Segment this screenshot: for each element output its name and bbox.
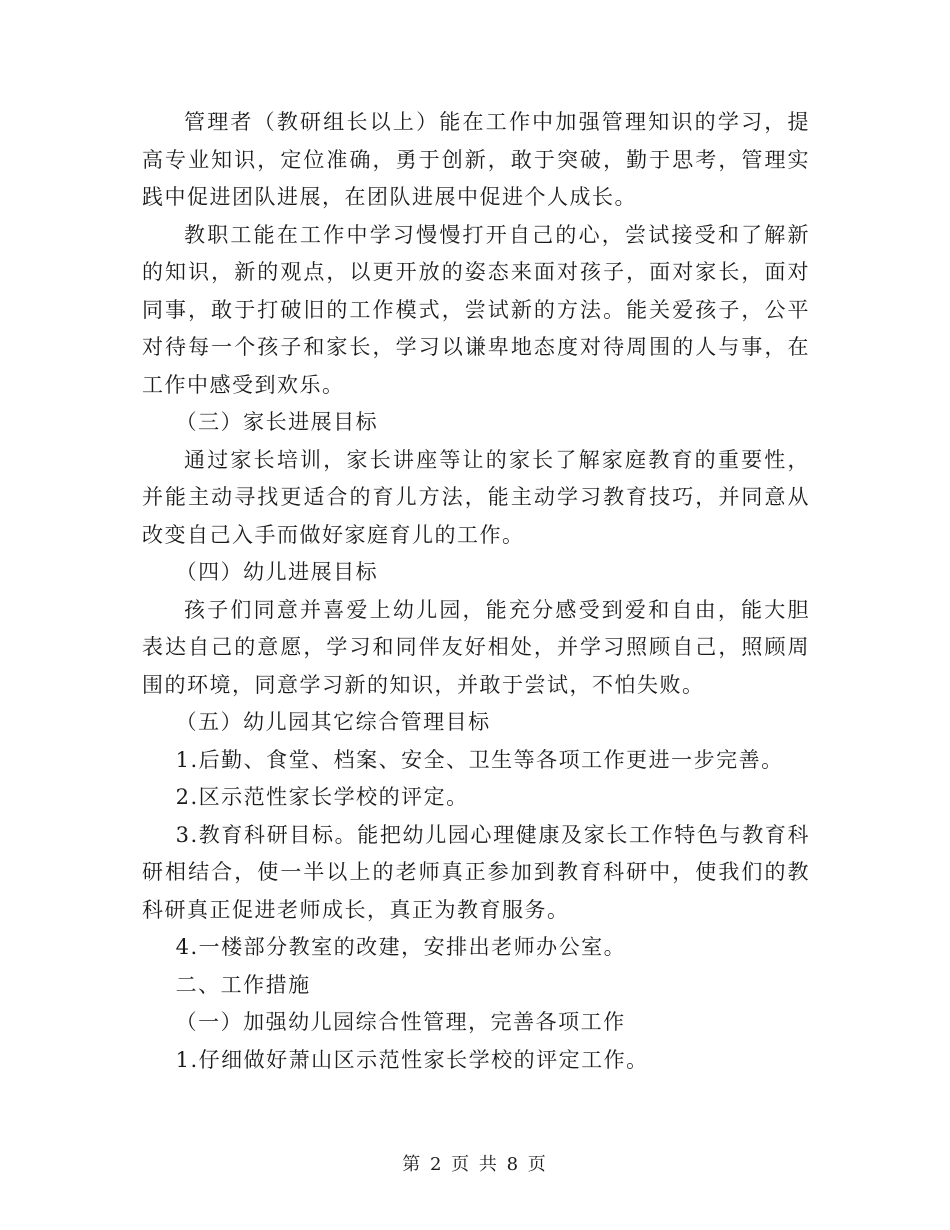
paragraph-management-goals: 管理者（教研组长以上）能在工作中加强管理知识的学习，提高专业知识，定位准确，勇于创新，敢于突破，勤于思考，管理实践中促进团队进展，在团队进展中促进个人成长。 bbox=[142, 110, 810, 209]
heading-parent-goals: （三）家长进展目标 bbox=[175, 410, 379, 434]
paragraph-parent-goals: 通过家长培训，家长讲座等让的家长了解家庭教育的重要性，并能主动寻找更适合的育儿方法，能主动学习教育技巧，并同意从改变自己入手而做好家庭育儿的工作。 bbox=[142, 447, 810, 547]
page-footer: 第 2 页 共 8 页 bbox=[402, 1154, 548, 1175]
document-body bbox=[142, 104, 810, 1079]
list-item-4: 4.一楼部分教室的改建，安排出老师办公室。 bbox=[175, 935, 627, 959]
list-item-2: 2.区示范性家长学校的评定。 bbox=[175, 785, 469, 809]
heading-other-goals: （五）幼儿园其它综合管理目标 bbox=[175, 710, 491, 734]
list-item-3: 3.教育科研目标。能把幼儿园心理健康及家长工作特色与教育科研相结合，使一半以上的老师真正参加到教育科研中，使我们的教科研真正促进老师成长，真正为教育服务。 bbox=[142, 822, 810, 922]
list-item-measure-1: 1.仔细做好萧山区示范性家长学校的评定工作。 bbox=[175, 1047, 649, 1072]
paragraph-staff-goals: 教职工能在工作中学习慢慢打开自己的心，尝试接受和了解新的知识，新的观点，以更开放的姿态来面对孩子，面对家长，面对同事，敢于打破旧的工作模式，尝试新的方法。能关爱孩子，公平对待每一个孩子和家长，学习以谦卑地态度对待周围的人与事，在工作中感受到欢乐。 bbox=[142, 222, 810, 397]
heading-child-goals: （四）幼儿进展目标 bbox=[175, 560, 379, 584]
heading-management: （一）加强幼儿园综合性管理，完善各项工作 bbox=[175, 1010, 626, 1034]
section-heading-work-measures: 二、工作措施 bbox=[175, 972, 311, 997]
list-item-1: 1.后勤、食堂、档案、安全、卫生等各项工作更进一步完善。 bbox=[175, 747, 784, 772]
paragraph-child-goals: 孩子们同意并喜爱上幼儿园，能充分感受到爱和自由，能大胆表达自己的意愿，学习和同伴友好相处，并学习照顾自己，照顾周围的环境，同意学习新的知识，并敢于尝试，不怕失败。 bbox=[142, 597, 810, 697]
